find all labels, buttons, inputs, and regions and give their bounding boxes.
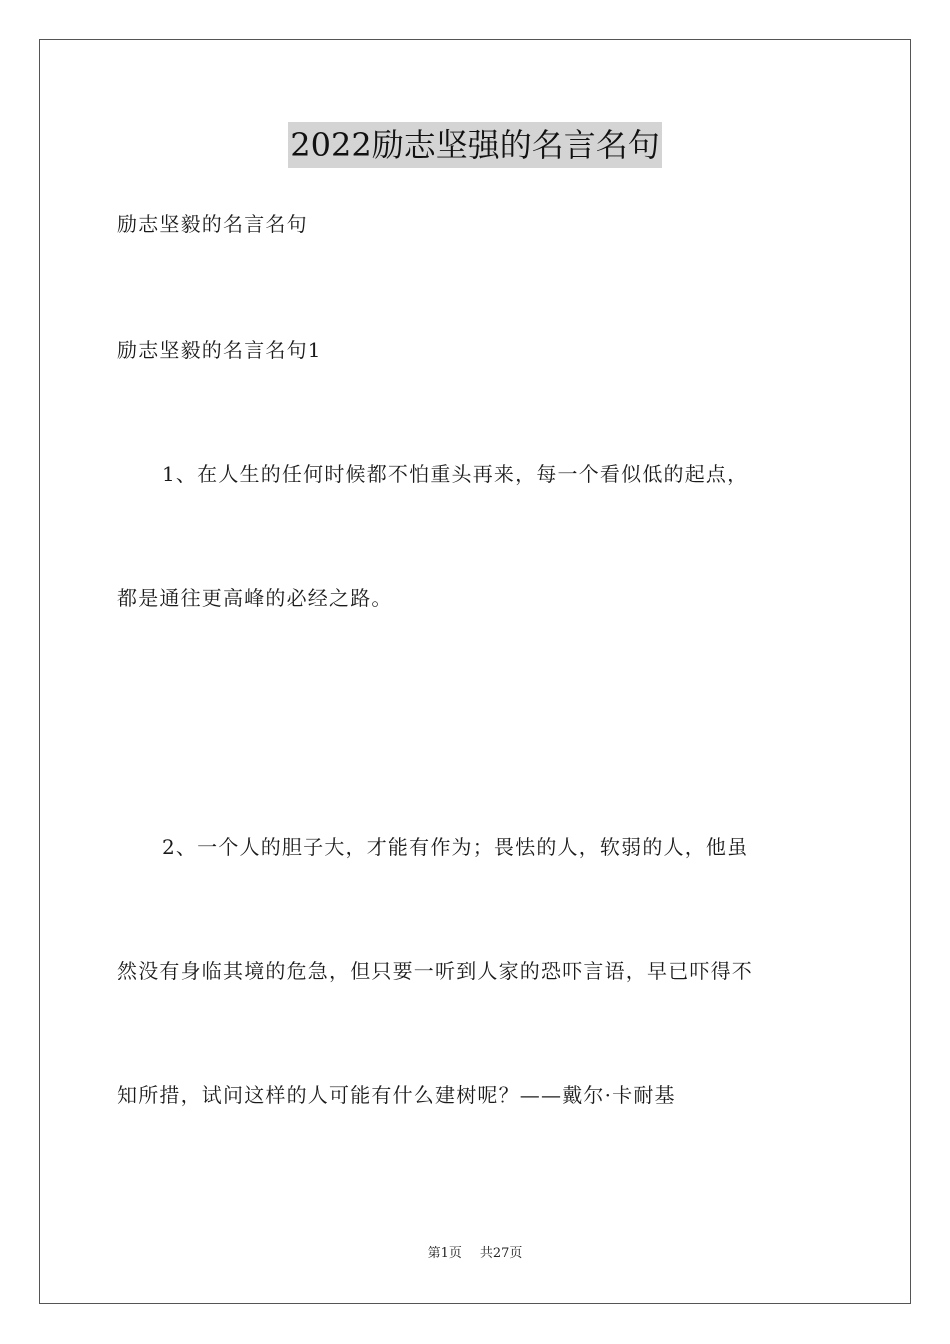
section-heading: 励志坚毅的名言名句1 [117,338,322,362]
page-number: 第1页 [427,1246,462,1261]
paragraph-1-line-2: 都是通往更高峰的必经之路。 [117,586,393,610]
document-subtitle: 励志坚毅的名言名句 [117,212,308,236]
paragraph-2-line-2: 然没有身临其境的危急，但只要一听到人家的恐吓言语，早已吓得不 [117,959,753,983]
paragraph-2-line-3: 知所措，试问这样的人可能有什么建树呢？——戴尔·卡耐基 [117,1083,676,1107]
page-total: 共27页 [479,1246,523,1261]
title-container [0,122,950,168]
document-title: 2022励志坚强的名言名句 [288,122,661,168]
paragraph-2-line-1: 2、一个人的胆子大，才能有作为；畏怯的人，软弱的人，他虽 [162,835,749,859]
page-footer [0,1244,950,1264]
paragraph-1-line-1: 1、在人生的任何时候都不怕重头再来，每一个看似低的起点， [162,462,749,486]
